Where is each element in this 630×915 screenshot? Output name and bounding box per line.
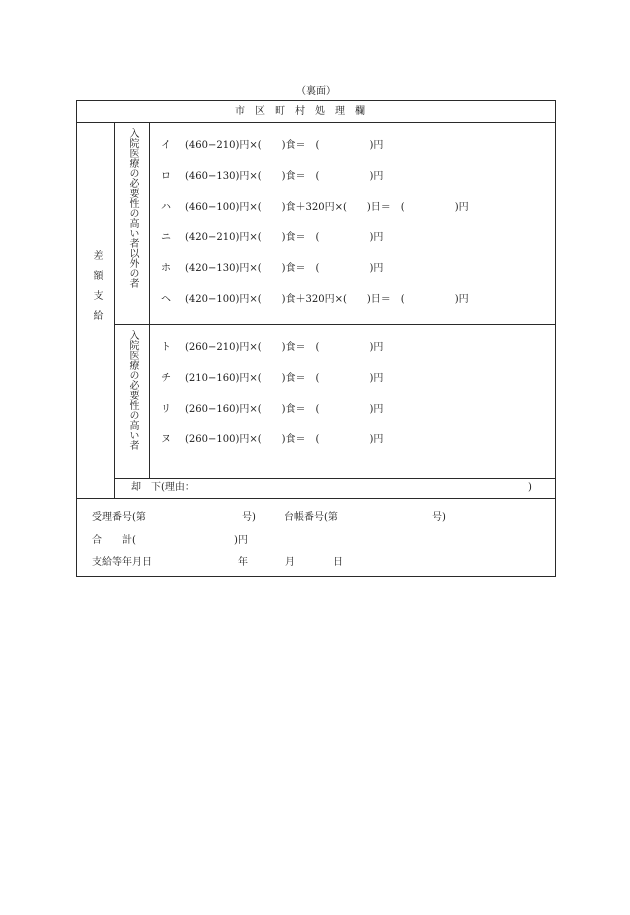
group2-row-kana: リ bbox=[161, 403, 171, 415]
group1-row-kana: イ bbox=[161, 140, 171, 151]
group1-label: 入院医療の必要性の高い者以外の者 bbox=[127, 128, 138, 288]
section-header: 市 区 町 村 処 理 欄 bbox=[235, 106, 365, 117]
group1-row-formula: (460−210)円×( )食＝ ( )円 bbox=[185, 140, 384, 151]
frame-right bbox=[555, 100, 556, 577]
total-suffix: )円 bbox=[234, 535, 248, 546]
total-label: 合 計( bbox=[92, 535, 136, 546]
frame-left bbox=[76, 100, 77, 577]
page-label: （裏面） bbox=[296, 86, 336, 97]
footer-divider bbox=[76, 498, 556, 499]
ledger-number-label: 台帳番号(第 bbox=[284, 512, 338, 523]
left-label-sagaku-shikyu: 差 額 支 給 bbox=[91, 250, 102, 320]
payment-date-label: 支給等年月日 bbox=[92, 557, 152, 568]
group2-row-formula: (260−210)円×( )食＝ ( )円 bbox=[185, 342, 384, 353]
month-label: 月 bbox=[285, 557, 295, 568]
year-label: 年 bbox=[238, 557, 248, 568]
group-divider bbox=[114, 324, 556, 325]
group2-row-kana: チ bbox=[161, 372, 171, 384]
group2-row-formula: (260−160)円×( )食＝ ( )円 bbox=[185, 403, 384, 415]
group1-row-formula: (420−210)円×( )食＝ ( )円 bbox=[185, 232, 384, 244]
ledger-number-suffix: 号) bbox=[432, 512, 446, 523]
rejection-label: 却 下(理由： bbox=[131, 482, 195, 493]
group1-row-formula: (460−130)円×( )食＝ ( )円 bbox=[185, 170, 384, 182]
group1-row-formula: (420−100)円×( )食＋320円×( )日＝ ( )円 bbox=[185, 294, 469, 305]
group1-row-formula: (420−130)円×( )食＝ ( )円 bbox=[185, 263, 384, 275]
rejection-divider bbox=[114, 478, 556, 479]
left-column-divider bbox=[114, 122, 115, 499]
rejection-close: ) bbox=[528, 482, 532, 493]
group1-row-kana: ロ bbox=[161, 170, 171, 182]
group1-row-kana: ニ bbox=[161, 232, 171, 244]
day-label: 日 bbox=[333, 557, 343, 568]
header-divider bbox=[76, 122, 556, 123]
group1-row-kana: ホ bbox=[161, 263, 171, 275]
group2-row-formula: (210−160)円×( )食＝ ( )円 bbox=[185, 372, 384, 384]
receipt-number-suffix: 号) bbox=[242, 512, 256, 523]
group2-label: 入院医療の必要性の高い者 bbox=[127, 330, 138, 450]
group2-row-kana: ヌ bbox=[161, 434, 171, 446]
group2-row-formula: (260−100)円×( )食＝ ( )円 bbox=[185, 434, 384, 446]
group1-row-kana: ヘ bbox=[161, 294, 171, 305]
group1-row-formula: (460−100)円×( )食＋320円×( )日＝ ( )円 bbox=[185, 201, 469, 213]
group1-row-kana: ハ bbox=[161, 201, 171, 213]
group2-row-kana: ト bbox=[161, 342, 171, 353]
frame-bottom bbox=[76, 576, 556, 577]
group-label-divider bbox=[149, 122, 150, 479]
frame-top bbox=[76, 100, 556, 101]
receipt-number-label: 受理番号(第 bbox=[92, 512, 146, 523]
